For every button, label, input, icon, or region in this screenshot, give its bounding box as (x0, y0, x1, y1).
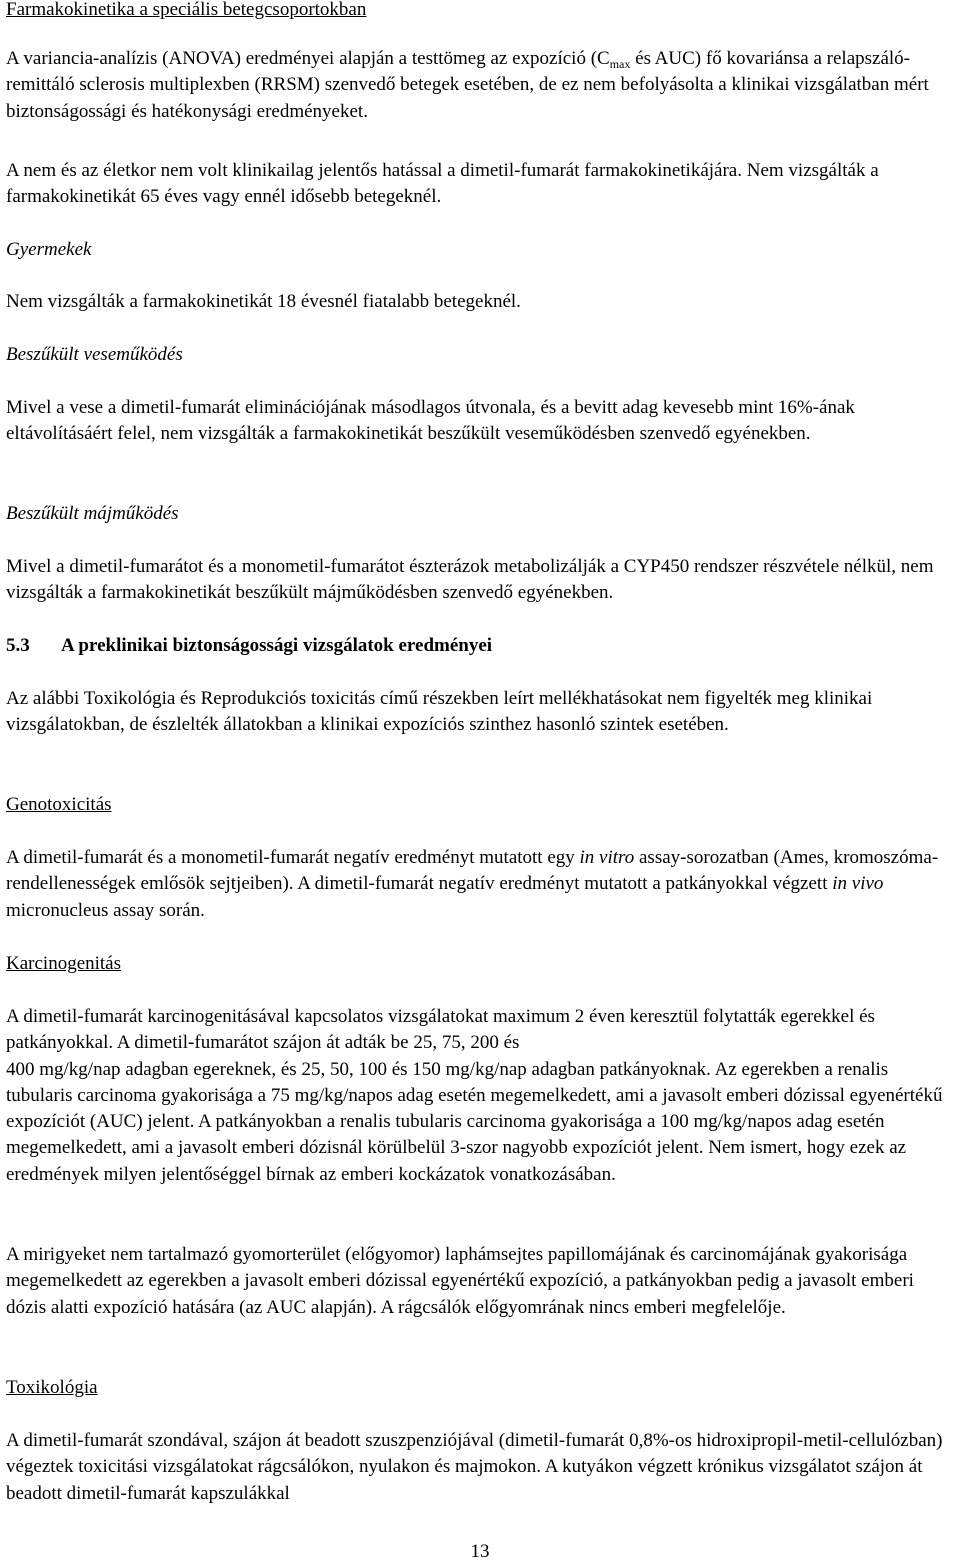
paragraph-hepatic-impairment: Mivel a dimetil-fumarátot és a monometil-fumarátot észterázok metabolizálják a CYP450 rendszer részvétele nélkül, nem vizsgálták a farmakokinetikát beszűkült májműködésben szenvedő egyénekben. (6, 556, 934, 604)
heading-hepatic-impairment: Beszűkült májműködés (6, 503, 179, 524)
paragraph-toxicology: A dimetil-fumarát szondával, szájon át beadott szuszpenziójával (dimetil-fumarát 0,8%-os hidroxipropil-metil-cellulózban) végeztek toxicitási vizsgálatokat rágcsálókon, nyulakon és majmokon. A kutyákon végzett krónikus vizsgálatot szájon át beadott dimetil-fumarát kapszulákkal (6, 1430, 943, 1504)
paragraph-preclinical-intro: Az alábbi Toxikológia és Reprodukciós toxicitás című részekben leírt mellékhatásokat nem figyelték meg klinikai vizsgálatokban, de észlelték állatokban a klinikai expozíciós szinthez hasonló szintek esetében. (6, 688, 873, 736)
heading-toxicology: Toxikológia (6, 1377, 98, 1398)
paragraph-renal-impairment: Mivel a vese a dimetil-fumarát eliminációjának másodlagos útvonala, és a bevitt adag kevesebb mint 16%-ának eltávolításáért felel, nem vizsgálták a farmakokinetikát beszűkült veseműködésben szenvedő egyénekben. (6, 397, 855, 445)
page-number: 13 (470, 1541, 490, 1562)
paragraph-anova: A variancia-analízis (ANOVA) eredményei alapján a testtömeg az expozíció ($C_{max}$ és AUC) fő kovariánsa a relapszáló-remittáló sclerosis multiplexben (RRSM) szenvedő betegek esetében, de ez nem befolyásolta a klinikai vizsgálatban mért biztonságossági és hatékonysági eredményeket. (6, 48, 929, 122)
heading-genotoxicity: Genotoxicitás (6, 794, 112, 815)
section-number: 5.3 (6, 635, 30, 656)
paragraph-carcinogenicity-1: A dimetil-fumarát karcinogenitásával kapcsolatos vizsgálatokat maximum 2 éven keresztül folytatták egerekkel és patkányokkal. A dimetil-fumarátot szájon át adták be 25, 75, 200 és 400 mg/kg/nap adagban egereknek, és 25, 50, 100 és 150 mg/kg/nap adagban patkányoknak. Az egerekben a renalis tubularis carcinoma gyakorisága a 75 mg/kg/napos adag esetén megemelkedett, ami a javasolt emberi dózissal egyenértékű expozíciót (AUC) jelent. A patkányokban a renalis tubularis carcinoma gyakorisága a 100 mg/kg/napos adag esetén megemelkedett, ami a javasolt emberi dózisnál körülbelül 3-szor nagyobb expozíciót jelent. Nem ismert, hogy ezek az eredmények milyen jelentőséggel bírnak az emberi kockázatok vonatkozásában. (6, 1006, 943, 1185)
paragraph-carcinogenicity-2: A mirigyeket nem tartalmazó gyomorterület (előgyomor) laphámsejtes papillomájának és carcinomájának gyakorisága megemelkedett az egerekben a javasolt emberi dózissal egyenértékű expozíció, a patkányokban pedig a javasolt emberi dózis alatti expozíció hatására (az AUC alapján). A rágcsálók előgyomrának nincs emberi megfelelője. (6, 1244, 914, 1318)
subsection-heading-special-populations: Farmakokinetika a speciális betegcsoportokban (6, 0, 367, 20)
heading-children: Gyermekek (6, 239, 92, 260)
paragraph-children: Nem vizsgálták a farmakokinetikát 18 évesnél fiatalabb betegeknél. (6, 291, 521, 312)
heading-renal-impairment: Beszűkült veseműködés (6, 344, 183, 365)
section-title: A preklinikai biztonságossági vizsgálatok eredményei (61, 635, 493, 656)
paragraph-sex-age: A nem és az életkor nem volt klinikailag jelentős hatással a dimetil-fumarát farmakokinetikájára. Nem vizsgálták a farmakokinetikát 65 éves vagy ennél idősebb betegeknél. (6, 160, 879, 208)
paragraph-genotoxicity: A dimetil-fumarát és a monometil-fumarát negatív eredményt mutatott egy in vitro assay-sorozatban (Ames, kromoszóma-rendellenességek emlősök sejtjeiben). A dimetil-fumarát negatív eredményt mutatott a patkányokkal végzett in vivo micronucleus assay során. (6, 847, 939, 921)
section-heading-5-3 (6, 633, 956, 659)
heading-carcinogenicity: Karcinogenitás (6, 953, 122, 974)
